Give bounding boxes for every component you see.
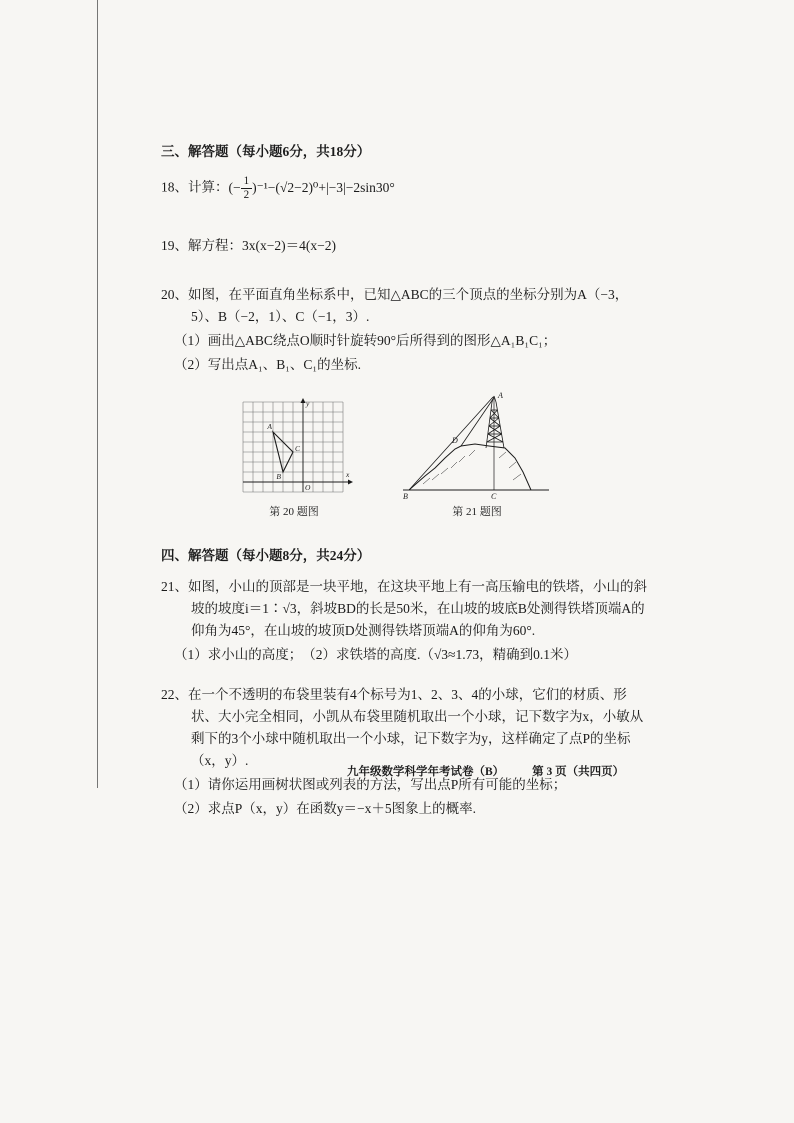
label-b: B (403, 492, 408, 502)
question-22-item-1: （1）请你运用画树状图或列表的方法，写出点P所有可能的坐标； (174, 777, 567, 793)
q18-open: (− (228, 179, 241, 195)
q18-rest: )⁻¹−(√2−2)⁰+|−3|−2sin30° (252, 179, 395, 195)
footer-exam-title: 九年级数学科学年考试卷（B） (347, 766, 505, 778)
section-four-heading: 四、解答题（每小题8分，共24分） (161, 548, 371, 564)
mountain-hatching (423, 450, 521, 484)
mountain-outline (409, 444, 531, 490)
figure-21-caption: 第 21 题图 (452, 506, 502, 519)
label-b: B (276, 472, 281, 482)
question-22-text: 22、在一个不透明的布袋里装有4个标号为1、2、3、4的小球，它们的材质、形状、大小完全相同，小凯从布袋里随机取出一个小球，记下数字为x，小敏从剩下的3个小球中随机取出一个小球，记下数字为y，这样确定了点P的坐标（x，y）. (161, 687, 644, 769)
fraction-numerator: 1 (241, 176, 253, 189)
question-18 (161, 176, 649, 201)
sightline-d-a (461, 399, 493, 446)
q19-equation: 3x(x−2)＝4(x−2) (242, 238, 336, 254)
label-y: y (306, 399, 310, 409)
question-19 (161, 235, 649, 257)
x-axis-arrow (348, 480, 353, 485)
scan-edge-line (97, 0, 98, 788)
q18-formula (228, 175, 395, 201)
fraction-denominator: 2 (243, 188, 250, 201)
label-d: D (452, 436, 458, 446)
section-three-heading: 三、解答题（每小题6分，共18分） (161, 144, 371, 159)
footer-page-number: 第 3 页（共四页） (532, 766, 625, 778)
q18-label: 18、计算： (161, 179, 229, 195)
label-x: x (346, 470, 350, 480)
transmission-tower (486, 396, 504, 448)
question-21-text: 21、如图，小山的顶部是一块平地，在这块平地上有一高压输电的铁塔，小山的斜坡的坡度i＝1∶√3，斜坡BD的长是50米，在山坡的坡底B处测得铁塔顶端A的仰角为45°，在山坡的坡顶D处测得铁塔顶端A的仰角为60°. (161, 579, 647, 639)
page-footer (347, 763, 624, 779)
label-c: C (295, 444, 301, 454)
label-a: A (498, 391, 503, 401)
question-21-item-1: （1）求小山的高度； （2）求铁塔的高度.（√3≈1.73，精确到0.1米） (174, 647, 577, 663)
exam-content (161, 141, 649, 820)
label-c: C (491, 492, 497, 502)
question-20-item-2: （2）写出点A₁、B₁、C₁的坐标. (174, 357, 362, 373)
question-20-intro: 20、如图，在平面直角坐标系中，已知△ABC的三个顶点的坐标分别为A（−3，5）、B（−2，1）、C（−1，3）. (161, 287, 629, 325)
figures-row (161, 388, 649, 519)
label-o: O (305, 483, 311, 493)
mountain-tower-figure (399, 388, 555, 502)
question-22-item-2: （2）求点P（x，y）在函数y＝−x＋5图象上的概率. (174, 801, 476, 817)
sightline-b-a (409, 397, 493, 490)
figure-20 (235, 396, 353, 519)
fraction-one-half (241, 176, 253, 201)
coordinate-grid-figure (235, 396, 353, 502)
y-axis-arrow (301, 398, 306, 403)
figure-21 (399, 388, 555, 519)
label-a: A (267, 422, 272, 432)
figure-20-caption: 第 20 题图 (269, 506, 319, 519)
q19-label: 19、解方程： (161, 238, 242, 254)
question-20-item-1: （1）画出△ABC绕点O顺时针旋转90°后所得到的图形△A₁B₁C₁； (174, 333, 557, 349)
